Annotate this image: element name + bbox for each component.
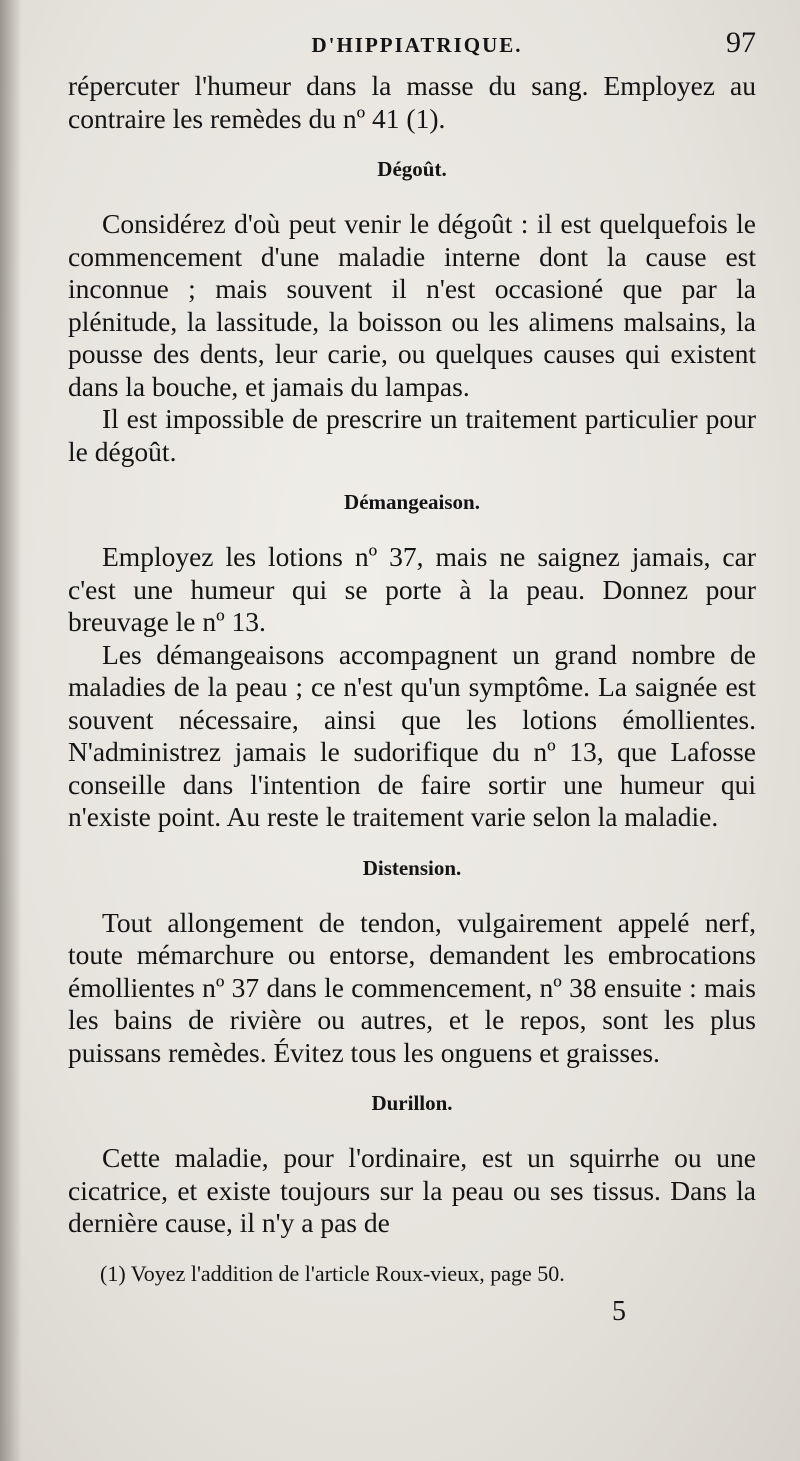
running-title: D'HIPPIATRIQUE.: [311, 33, 523, 57]
paragraph: Considérez d'où peut venir le dégoût : il est quelquefois le commencement d'une maladie interne dont la cause est inconnue ; mais souvent il n'est occasioné que par la plénitude, la lassitude, la boisson ou les alimens malsains, la pousse des dents, leur carie, ou quelques causes qui existent dans la bouche, et jamais du lampas.: [68, 208, 756, 402]
paragraph: Tout allongement de tendon, vulgairement appelé nerf, toute mémarchure ou entorse, demandent les embrocations émollientes nº 37 dans le commencement, nº 38 ensuite : mais les bains de rivière ou autres, et le repos, sont les plus puissans remèdes. Évitez tous les onguens et graisses.: [68, 906, 756, 1068]
section-title: Dégoût.: [377, 157, 447, 181]
section-title: Durillon.: [371, 1091, 453, 1115]
footnote: (1) Voyez l'addition de l'article Roux-vieux, page 50.: [100, 1260, 565, 1286]
signature-mark: 5: [612, 1295, 626, 1327]
section-demangeaison: [68, 490, 756, 834]
page-number: 97: [726, 26, 756, 59]
paragraph: Employez les lotions nº 37, mais ne saignez jamais, car c'est une humeur qui se porte à la peau. Donnez pour breuvage le nº 13.: [68, 541, 756, 637]
paragraph: Les démangeaisons accompagnent un grand nombre de maladies de la peau ; ce n'est qu'un symptôme. La saignée est souvent nécessaire, ainsi que les lotions émollientes. N'administrez jamais le sudorifique du nº 13, que Lafosse conseille dans l'intention de faire sortir une humeur qui n'existe point. Au reste le traitement varie selon la maladie.: [68, 638, 756, 832]
page-gutter-shadow: [0, 0, 22, 1461]
paragraph: répercuter l'humeur dans la masse du sang. Employez au contraire les remèdes du nº 41 (1).: [68, 70, 756, 134]
section-durillon: [68, 1091, 756, 1240]
section-title: Distension.: [362, 855, 462, 880]
paragraph: Cette maladie, pour l'ordinaire, est un squirrhe ou une cicatrice, et existe toujours sur la peau ou ses tissus. Dans la dernière cause, il n'y a pas de: [68, 1142, 756, 1238]
paragraph: Il est impossible de prescrire un traitement particulier pour le dégoût.: [68, 403, 756, 467]
section-distension: [68, 856, 756, 1070]
section-degout: [68, 157, 756, 468]
running-head: [68, 26, 756, 70]
section-title: Démangeaison.: [344, 490, 480, 514]
